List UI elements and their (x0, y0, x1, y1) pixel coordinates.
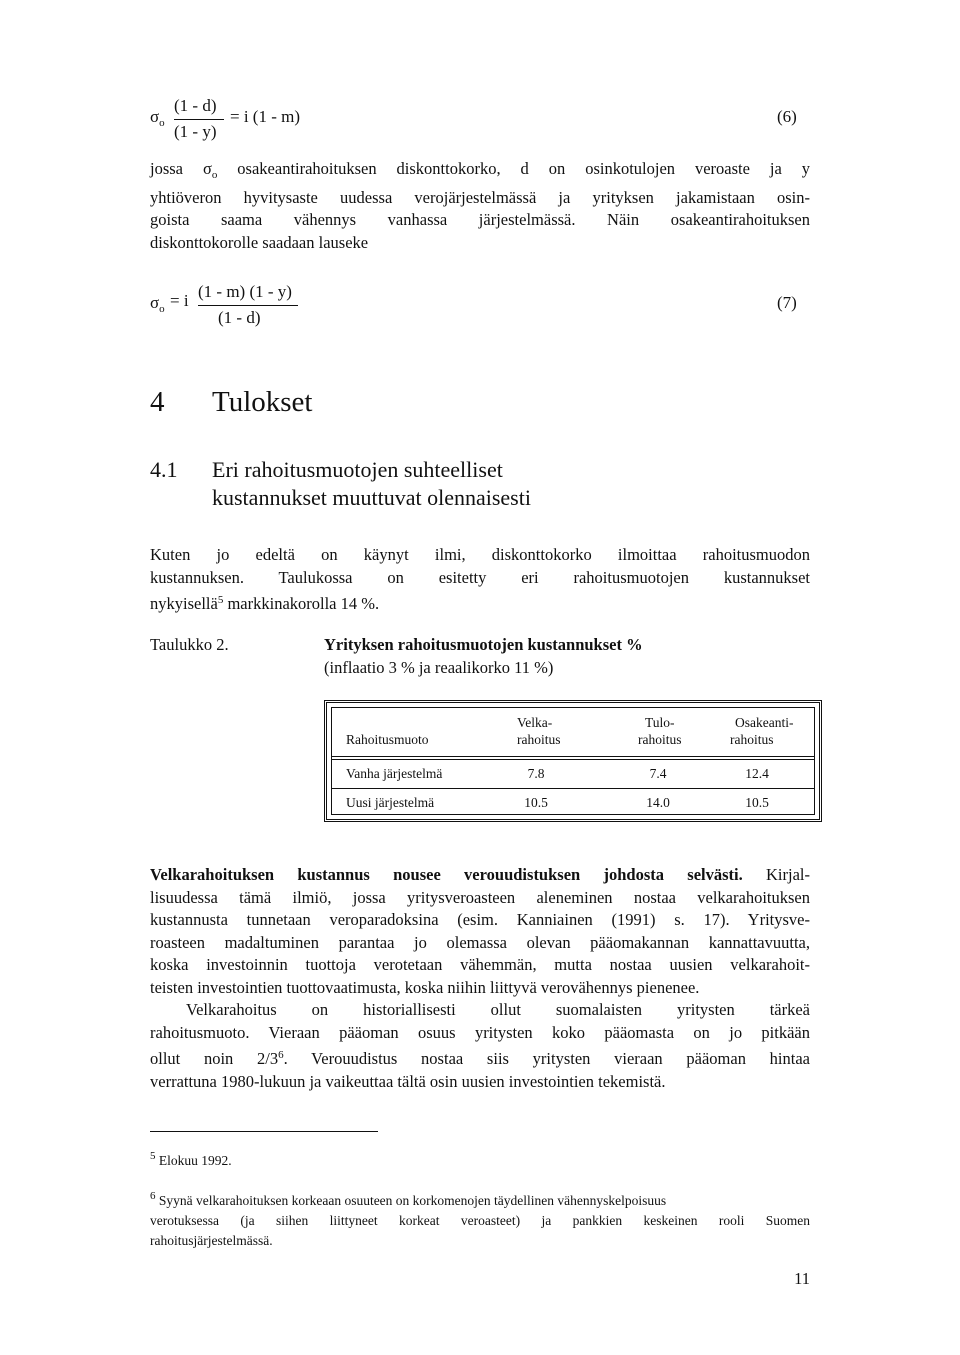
paragraph-1-line: yhtiöveron hyvitysaste uudessa verojärjestelmässä ja yrityksen jakamistaan osin- (150, 187, 810, 207)
paragraph-3-line: lisuudessa tämä ilmiö, jossa yritysveroasteen aleneminen nostaa velkarahoituksen (150, 887, 810, 907)
row-label: Uusi järjestelmä (346, 795, 435, 810)
header-velka-line1: Velka- (517, 715, 553, 730)
cell-value: 12.4 (745, 766, 769, 781)
paragraph-4-line: Velkarahoitus on historiallisesti ollut suomalaisten yritysten tärkeä (186, 1000, 810, 1019)
paragraph-2-line: nykyisellä$^5$ markkinakorolla 14 %. (150, 594, 380, 613)
table-label: Taulukko 2. (150, 635, 229, 654)
cell-value: 10.5 (745, 795, 769, 810)
paragraph-1-line: jossa $\sigma_o$ osakeantirahoituksen diskonttokorko, d on osinkotulojen veroaste ja y (150, 159, 811, 181)
footnote-ref-6: 6 (278, 1049, 284, 1061)
eq6-denominator: (1 - y) (174, 122, 217, 141)
cell-value: 10.5 (524, 795, 548, 810)
equation-6 (150, 96, 810, 146)
cell-value: 7.4 (649, 766, 667, 781)
eq6-numerator: (1 - d) (174, 96, 217, 115)
header-tulo-line1: Tulo- (645, 715, 675, 730)
footnote-6 (150, 1186, 810, 1251)
paragraph-4-line: ollut noin $2/3^6$. Verouudistus nostaa siis yritysten vieraan pääoman hintaa (150, 1049, 810, 1068)
paragraph-3-bold-lead: Velkarahoituksen kustannus nousee verouudistuksen johdosta selvästi. (150, 865, 743, 884)
paragraph-3-line: teisten investointien tuottovaatimusta, koska niihin liittyvä verovähennys pienenee. (150, 977, 700, 997)
eq7-number: (7) (777, 293, 797, 312)
eq7-sigma: $\sigma_o$ (150, 293, 165, 315)
paragraph-4 (150, 999, 810, 1093)
section-4-heading (150, 386, 313, 419)
header-velka-line2: rahoitus (517, 732, 561, 747)
footnote-6-line: rahoitusjärjestelmässä. (150, 1233, 273, 1248)
eq6-rhs: = i (1 - m) (230, 107, 301, 126)
eq7-equals-i: = i (170, 291, 189, 310)
header-osakeanti-line2: rahoitus (730, 732, 774, 747)
paragraph-1 (150, 158, 810, 254)
eq7-denominator: (1 - d) (218, 308, 261, 327)
table-header-rule-2 (332, 759, 814, 760)
paragraph-2-line: kustannuksen. Taulukossa on esitetty eri rahoitusmuotojen kustannukset (150, 567, 810, 587)
paragraph-1-line: goista saama vähennys vanhassa järjestelmässä. Näin osakeantirahoituksen (150, 210, 810, 229)
eq6-sigma: $\sigma_o$ (150, 107, 165, 129)
table-row-rule (332, 788, 814, 789)
paragraph-4-line: verrattuna 1980-lukuun ja vaikeuttaa tältä osin uusien investointien tekemistä. (150, 1071, 666, 1091)
paragraph-3-line: kustannusta tunnetaan veroparadoksina (esim. Kanniainen (1991) s. 17). Yritysve- (150, 910, 810, 929)
section-4-title: Tulokset (212, 386, 313, 418)
eq7-fraction-bar (198, 305, 298, 306)
cell-value: 14.0 (646, 795, 670, 810)
header-tulo-line2: rahoitus (638, 732, 682, 747)
section-4-1-title-line: kustannukset muuttuvat olennaisesti (212, 485, 531, 510)
cost-table-inner (331, 707, 815, 815)
paragraph-3-line: roasteen madaltuminen parantaa jo olemassa olevan pääomakannan kannattavuutta, (150, 932, 810, 952)
section-4-number: 4 (150, 386, 165, 418)
section-4-1-title-line: Eri rahoitusmuotojen suhteelliset (212, 457, 503, 482)
paragraph-2-line: Kuten jo edeltä on käynyt ilmi, diskonttokorko ilmoittaa rahoitusmuodon (150, 545, 810, 564)
paragraph-3-line: koska investoinnin tuottoja verotetaan vähemmän, mutta nostaa uusien velkarahoit- (150, 955, 810, 974)
paragraph-4-line: rahoitusmuoto. Vieraan pääoman osuus yritysten koko pääomasta on jo pitkään (150, 1022, 810, 1042)
footnote-6-line: $^6$ Syynä velkarahoituksen korkeaan osuuteen on korkomenojen täydellinen vähennyskelpoisuus (150, 1190, 667, 1208)
paragraph-1-line: diskonttokorolle saadaan lauseke (150, 232, 369, 252)
footnote-divider (150, 1131, 378, 1132)
paragraph-3 (150, 864, 810, 999)
header-osakeanti-line1: Osakeanti- (735, 715, 794, 730)
cost-table (324, 700, 822, 822)
row-label: Vanha järjestelmä (346, 766, 443, 781)
table-header-rule (332, 756, 814, 757)
cell-value: 7.8 (527, 766, 545, 781)
footnote-5-text: Elokuu 1992. (158, 1153, 232, 1168)
footnote-5 (150, 1146, 810, 1171)
table-title: Yrityksen rahoitusmuotojen kustannukset % (324, 635, 643, 654)
paragraph-2 (150, 544, 810, 616)
paragraph-3-line: Velkarahoituksen kustannus nousee verouudistuksen johdosta selvästi. Kirjal- (150, 865, 810, 884)
eq6-number: (6) (777, 107, 797, 126)
footnote-5-mark: 5 (150, 1150, 156, 1162)
eq6-fraction-bar (174, 119, 224, 120)
equation-7 (150, 282, 810, 332)
eq7-numerator: (1 - m) (1 - y) (198, 282, 292, 301)
header-rahoitusmuoto: Rahoitusmuoto (346, 732, 429, 747)
section-4-1-number: 4.1 (150, 457, 178, 482)
footnote-6-mark: 6 (150, 1190, 156, 1202)
page-number: 11 (794, 1269, 810, 1288)
table-subtitle: (inflaatio 3 % ja reaalikorko 11 %) (324, 657, 554, 677)
footnote-ref-5: 5 (217, 594, 224, 606)
footnote-6-line: verotuksessa (ja siihen liittyneet korkeat veroasteet) ja pankkien keskeinen rooli Suomen (150, 1213, 810, 1228)
